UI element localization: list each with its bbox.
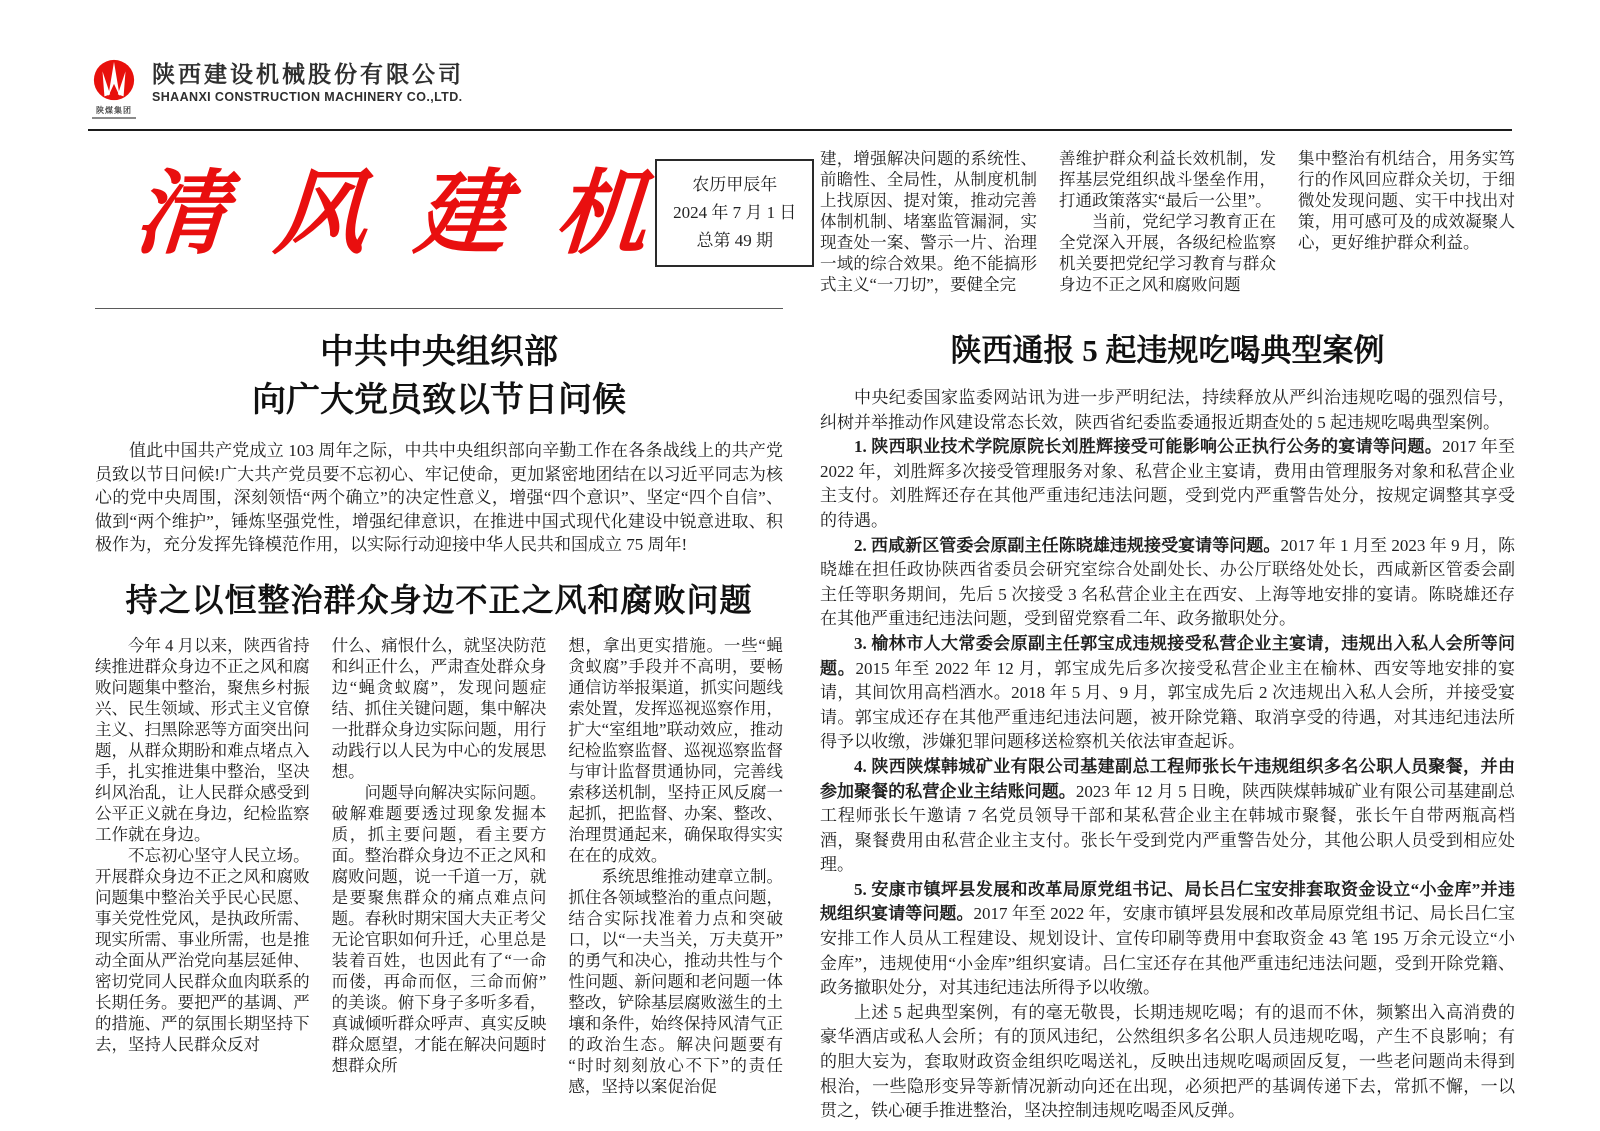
article3-item2-lead: 2. 西咸新区管委会原副主任陈晓雄违规接受宴请等问题。 [854, 535, 1281, 555]
article3-item-2 [820, 534, 1515, 632]
masthead-title: 清 风 建 机 [131, 159, 659, 267]
article2-cr2-p2: 当前，党纪学习教育正在全党深入开展，各级纪检监察机关要把党纪学习教育与群众身边不正之风和腐败问题 [1059, 212, 1276, 294]
article2-column-2 [332, 635, 547, 1097]
article3-item1-lead: 1. 陕西职业技术学院原院长刘胜辉接受可能影响公正执行公务的宴请等问题。 [854, 437, 1443, 457]
article3-item4-lead: 4. 陕西陕煤韩城矿业有限公司基建副总工程师张长午违规组织多名公职人员聚餐，并由参加聚餐的私营企业主结账问题。 [820, 756, 1515, 801]
article3-item-3 [820, 632, 1515, 755]
article2-cr1 [820, 148, 1037, 295]
company-names [152, 58, 464, 104]
article2-title: 持之以恒整治群众身边不正之风和腐败问题 [125, 581, 753, 618]
issue-number: 总第 49 期 [696, 231, 773, 250]
article2-c2-p2: 问题导向解决实际问题。破解难题要透过现象发掘本质，抓主要问题，看主要方面。整治群众身边不正之风和腐败问题，说一千道一万，就是要聚焦群众的痛点难点问题。春秋时期宋国大夫正考父无论官职如何升迁，心里总是装着百姓，也因此有了“一命而偻，再命而伛，三命而俯”的美谈。俯下身子多听多看，真诚倾听群众呼声、真实反映群众愿望，才能在解决问题时想群众所 [331, 782, 547, 1075]
masthead [95, 146, 797, 280]
article3-item5-text: 2017 年至 2022 年，安康市镇坪县发展和改革局原党组书记、局长吕仁宝安排工作人员从工程建设、规划设计、宣传印刷等费用中套取资金 43 笔 195 万余元设立“小金库”，违规使用“小金库”组织宴请。吕仁宝还存在其他严重违纪违法问题，受到开除党籍、政务撤职处分，对其违纪违法所得予以收缴。 [820, 904, 1516, 998]
left-page [95, 124, 797, 1124]
page-body [95, 124, 1515, 1124]
article2-c3-p2: 系统思维推动建章立制。抓住各领域整治的重点问题，结合实际找准着力点和突破口，以“一夫当关，万夫莫开”的勇气和决心，推动共性与个性问题、新问题和老问题一体整改，铲除基层腐败滋生的土壤和条件，始终保持风清气正的政治生态。解决问题要有“时时刻刻放心不下”的责任感，坚持以案促治促 [568, 866, 784, 1096]
article3-title: 陕西通报 5 起违规吃喝典型案例 [950, 333, 1385, 368]
article3-item-4 [820, 755, 1515, 878]
article2-column-3 [568, 635, 783, 1097]
article2-c3-p1: 想，拿出更实措施。一些“蝇贪蚁腐”手段并不高明，要畅通信访举报渠道，抓实问题线索处置，发挥巡视巡察作用，扩大“室组地”联动效应，推动纪检监察监督、巡视巡察监督与审计监督贯通协同，完善线索移送机制，坚持正风反腐一起抓，把监督、办案、整改、治理贯通起来，确保取得实实在在的成效。 [568, 635, 784, 865]
article1-body: 值此中国共产党成立 103 周年之际，中共中央组织部向辛勤工作在各条战线上的共产党员致以节日问候!广大共产党员要不忘初心、牢记使命，更加紧密地团结在以习近平同志为核心的党中央周围，深刻领悟“两个确立”的决定性意义，增强“四个意识”、坚定“四个自信”、做到“两个维护”，锤炼坚强党性，增强纪律意识，在推进中国式现代化建设中锐意进取、积极作为，充分发挥先锋模范作用，以实际行动迎接中华人民共和国成立 75 周年! [95, 441, 783, 554]
article2-cr3-p1: 集中整治有机结合，用务实笃行的作风回应群众关切，于细微处发现问题、实干中找出对策，用可感可及的成效凝聚人心，更好维护群众利益。 [1298, 149, 1515, 252]
right-page [820, 124, 1515, 1124]
article2-c1-p2: 不忘初心坚守人民立场。开展群众身边不正之风和腐败问题集中整治关乎民心民愿、事关党性党风，是执政所需、现实所需、事业所需，也是推动全面从严治党向基层延伸、密切党同人民群众血肉联系的长期任务。要把严的基调、严的措施、严的氛围长期坚持下去，坚持人民群众反对 [95, 845, 310, 1054]
article3-item2-text: 2017 年 1 月至 2023 年 9 月，陈晓雄在担任政协陕西省委员会研究室综合处副处长、办公厅联络处处长，西咸新区管委会副主任等职务期间，先后 5 次接受 3 名私营企业主在西安、上海等地安排的宴请。陈晓雄还存在其他严重违纪违法问题，受到留党察看二年、政务撤职处分。 [820, 535, 1516, 629]
logo-caption: 陕煤集团 [96, 106, 132, 115]
issue-info-box [655, 159, 814, 267]
company-logo-icon [88, 58, 140, 104]
article3-item3-text: 2015 年至 2022 年 12 月，郭宝成先后多次接受私营企业主在榆林、西安等地安排的宴请，其间饮用高档酒水。2018 年 5 月、9 月，郭宝成先后 2 次违规出入私人会所，并接受宴请。郭宝成还存在其他严重违纪违法问题，被开除党籍、取消享受的待遇，对其违纪违法所得予以收缴，涉嫌犯罪问题移送检察机关依法审查起诉。 [820, 658, 1515, 752]
article2-cr3 [1298, 148, 1515, 295]
article3-item-1 [820, 435, 1515, 533]
company-logo [88, 58, 140, 119]
article3-item-5 [820, 878, 1515, 1001]
article3-closing: 上述 5 起典型案例，有的毫无敬畏，长期违规吃喝；有的退而不休，频繁出入高消费的豪华酒店或私人会所；有的顶风违纪，公然组织多名公职人员违规吃喝，产生不良影响；有的胆大妄为，套取财政资金组织吃喝送礼，反映出违规吃喝顽固反复，一些老问题尚未得到根治，一些隐形变异等新情况新动向还在出现，必须把严的基调传递下去，常抓不懈，一以贯之，铁心硬手推进整治，坚决控制违规吃喝歪风反弹。 [820, 1002, 1515, 1121]
masthead-divider [95, 308, 783, 309]
article2-cr2 [1059, 148, 1276, 295]
article3-body [820, 386, 1515, 1124]
article3-item3-lead: 3. 榆林市人大常委会原副主任郭宝成违规接受私营企业主宴请，违规出入私人会所等问题。 [820, 633, 1515, 678]
article2-cr1-p1: 建，增强解决问题的系统性、前瞻性、全局性，从制度机制上找原因、提对策，推动完善体制机制、堵塞监管漏洞，实现查处一案、警示一片、治理一域的综合效果。绝不能搞形式主义“一刀切”，要健全完 [820, 149, 1037, 294]
article1-title-line2: 向广大党员致以节日问候 [252, 382, 626, 419]
article3-item4-text: 2023 年 12 月 5 日晚，陕西陕煤韩城矿业有限公司基建副总工程师张长午邀请 7 名党员领导干部和某私营企业主在韩城市聚餐，张长午自带两瓶高档酒，聚餐费用由私营企业主支付。张长午受到党内严重警告处分，其他公职人员受到相应处理。 [820, 781, 1515, 875]
company-name-cn: 陕西建设机械股份有限公司 [152, 61, 464, 87]
issue-date: 2024 年 7 月 1 日 [673, 203, 797, 222]
article2-c2-p1: 什么、痛恨什么，就坚决防范和纠正什么，严肃查处群众身边“蝇贪蚁腐”，发现问题症结、抓住关键问题，集中解决一批群众身边实际问题，用行动践行以人民为中心的发展思想。 [331, 635, 547, 781]
company-header [88, 58, 1512, 131]
logo-caption-underline [92, 117, 136, 119]
article3-item5-lead: 5. 安康市镇坪县发展和改革局原党组书记、局长吕仁宝安排套取资金设立“小金库”并违规组织宴请等问题。 [820, 879, 1515, 924]
article2-column-1 [95, 635, 310, 1097]
company-name-en: SHAANXI CONSTRUCTION MACHINERY CO.,LTD. [152, 90, 463, 104]
article2-columns [95, 635, 783, 1097]
article2-continuation-columns [820, 148, 1515, 295]
article3-intro: 中央纪委国家监委网站讯为进一步严明纪法，持续释放从严纠治违规吃喝的强烈信号，纠树并举推动作风建设常态长效，陕西省纪委监委通报近期查处的 5 起违规吃喝典型案例。 [820, 388, 1515, 432]
article2-c1-p1: 今年 4 月以来，陕西省持续推进群众身边不正之风和腐败问题集中整治，聚焦乡村振兴、民生领域、形式主义官僚主义、扫黑除恶等方面突出问题，从群众期盼和难点堵点入手，扎实推进集中整治，坚决纠风治乱，让人民群众感受到公平正义就在身边，纪检监察工作就在身边。 [95, 635, 310, 844]
article2-cr2-p1: 善维护群众利益长效机制，发挥基层党组织战斗堡垒作用，打通政策落实“最后一公里”。 [1059, 149, 1276, 210]
article1-title-line1: 中共中央组织部 [320, 334, 558, 371]
article1-title [95, 329, 783, 425]
issue-lunar-year: 农历甲辰年 [692, 175, 778, 194]
article3-item1-text: 2017 年至 2022 年，刘胜辉多次接受管理服务对象、私营企业主宴请，费用由管理服务对象和私营企业主支付。刘胜辉还存在其他严重违纪违法问题，受到党内严重警告处分，按规定调整其享受的待遇。 [820, 437, 1516, 530]
